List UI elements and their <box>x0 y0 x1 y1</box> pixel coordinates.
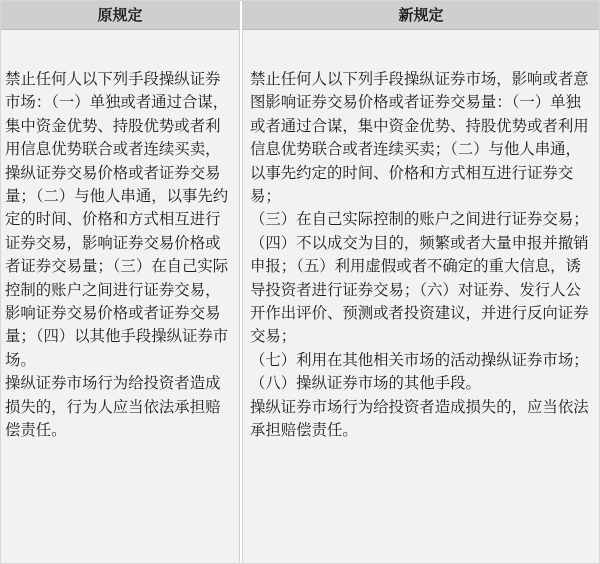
new-paragraph: （三）在自己实际控制的账户之间进行证券交易；（四）不以成交为目的，频繁或者大量申报并撤销申报；（五）利用虚假或者不确定的重大信息，诱导投资者进行证券交易；（六）对证券、发行人公开作出评价、预测或者投资建议，并进行反向证券交易； <box>250 210 589 346</box>
new-rule-column <box>242 1 599 563</box>
new-paragraph: 操纵证券市场行为给投资者造成损失的，应当依法承担赔偿责任。 <box>250 397 589 440</box>
new-paragraph: （七）利用在其他相关市场的活动操纵证券市场；（八）操纵证券市场的其他手段。 <box>250 350 589 393</box>
original-rule-column <box>1 1 240 563</box>
original-rule-header: 原规定 <box>1 1 239 30</box>
original-paragraph: 操纵证券市场行为给投资者造成损失的，行为人应当依法承担赔偿责任。 <box>5 374 221 440</box>
original-paragraph: 禁止任何人以下列手段操纵证券市场：（一）单独或者通过合谋，集中资金优势、持股优势或者利用信息优势联合或者连续买卖，操纵证券交易价格或者证券交易量；（二）与他人串通，以事先约定的时间、价格和方式相互进行证券交易，影响证券交易价格或者证券交易量；（三）在自己实际控制的账户之间进行证券交易，影响证券交易价格或者证券交易量；（四）以其他手段操纵证券市场。 <box>5 70 229 369</box>
new-rule-text <box>243 30 599 443</box>
new-rule-header: 新规定 <box>243 1 599 30</box>
original-rule-text <box>1 30 239 443</box>
new-paragraph: 禁止任何人以下列手段操纵证券市场，影响或者意图影响证券交易价格或者证券交易量：（一）单独或者通过合谋，集中资金优势、持股优势或者利用信息优势联合或者连续买卖；（二）与他人串通，以事先约定的时间、价格和方式相互进行证券交易； <box>250 70 589 206</box>
